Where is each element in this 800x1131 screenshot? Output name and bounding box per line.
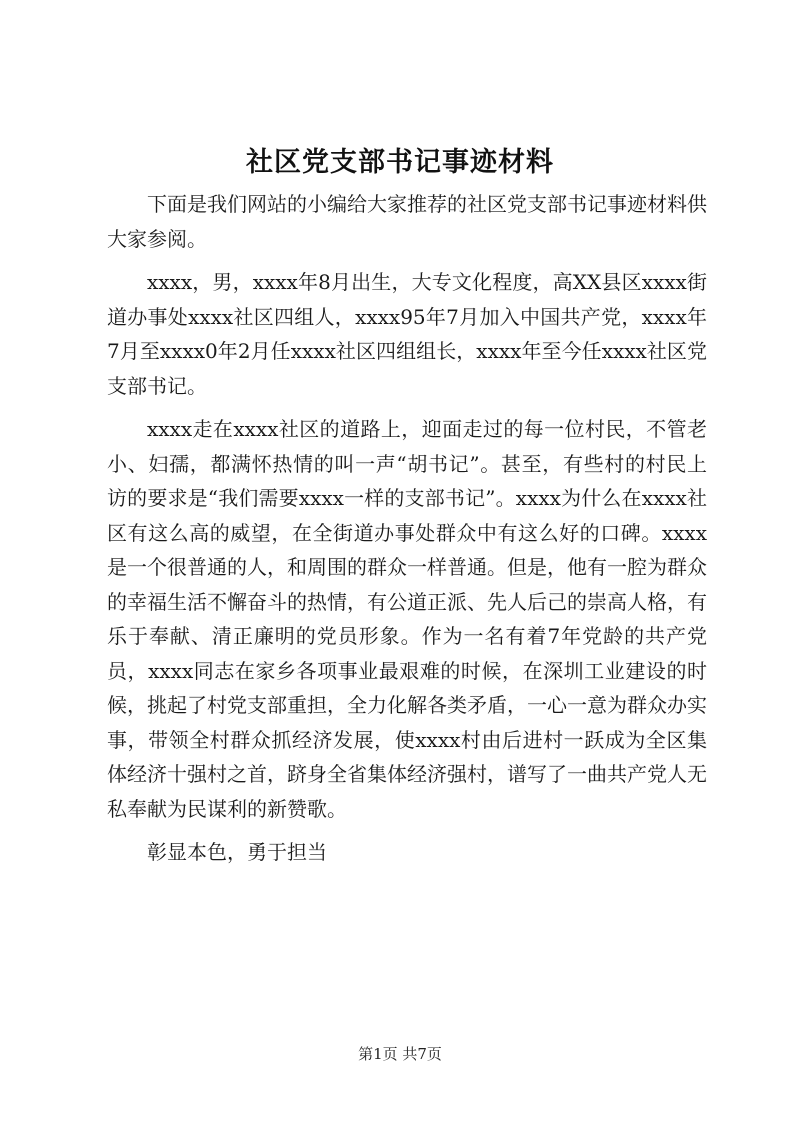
document-title: 社区党支部书记事迹材料	[246, 147, 554, 178]
deeds-paragraph: xxxx走在xxxx社区的道路上，迎面走过的每一位村民，不管老小、妇孺，都满怀热情的叫一声“胡书记”。甚至，有些村的村民上访的要求是“我们需要xxxx一样的支部书记”。xxxx为什么在xxxx社区有这么高的威望，在全街道办事处群众中有这么好的口碑。xxxx是一个很普通的人，和周围的群众一样普通。但是，他有一腔为群众的幸福生活不懈奋斗的热情，有公道正派、先人后己的崇高人格，有乐于奉献、清正廉明的党员形象。作为一名有着7年党龄的共产党员，xxxx同志在家乡各项事业最艰难的时候，在深圳工业建设的时候，挑起了村党支部重担，全力化解各类矛盾，一心一意为群众办实事，带领全村群众抓经济发展，使xxxx村由后进村一跃成为全区集体经济十强村之首，跻身全省集体经济强村，谱写了一曲共产党人无私奉献为民谋利的新赞歌。	[107, 417, 707, 821]
page-number-footer: 第1页 共7页	[358, 1045, 442, 1063]
section-heading: 彰显本色，勇于担当	[147, 840, 327, 864]
biography-paragraph: xxxx，男，xxxx年8月出生，大专文化程度，高XX县区xxxx街道办事处xxxx社区四组人，xxxx95年7月加入中国共产党，xxxx年7月至xxxx0年2月任xxxx社区四组组长，xxxx年至今任xxxx社区党支部书记。	[107, 270, 707, 398]
document-body	[107, 187, 707, 879]
intro-paragraph: 下面是我们网站的小编给大家推荐的社区党支部书记事迹材料供大家参阅。	[107, 192, 707, 251]
